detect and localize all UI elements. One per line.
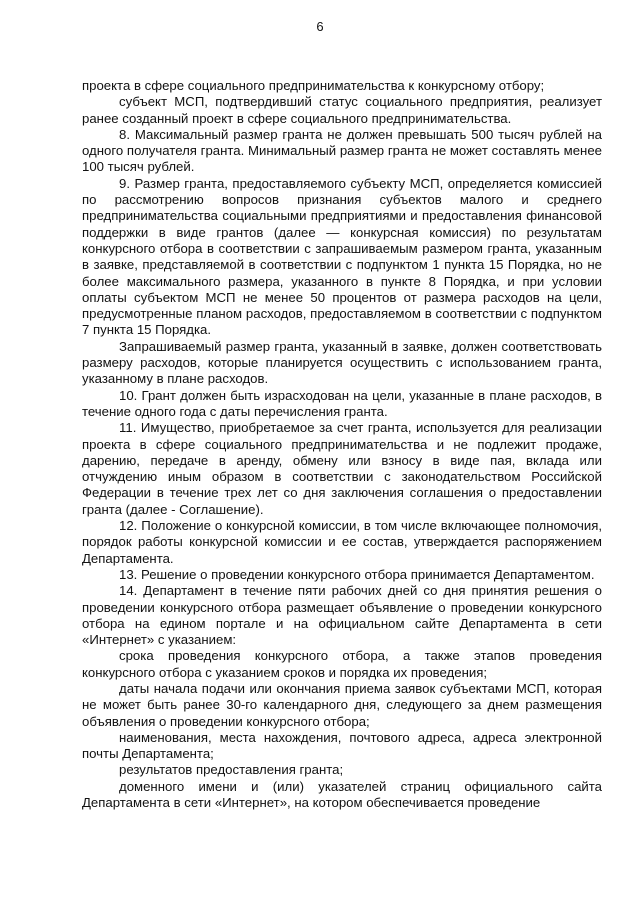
paragraph: 14. Департамент в течение пяти рабочих дней со дня принятия решения о проведении конкурсного отбора размещает объявление о проведении конкурсного отбора на едином портале и на официальном сайте Департамента в сети «Интернет» с указанием: — [82, 583, 602, 648]
document-body — [82, 78, 602, 811]
paragraph: субъект МСП, подтвердивший статус социального предприятия, реализует ранее созданный проект в сфере социального предпринимательства. — [82, 94, 602, 126]
paragraph: 12. Положение о конкурсной комиссии, в том числе включающее полномочия, порядок работы конкурсной комиссии и ее состав, утверждается распоряжением Департамента. — [82, 518, 602, 566]
paragraph: 13. Решение о проведении конкурсного отбора принимается Департаментом. — [119, 566, 595, 582]
page-number: 6 — [316, 19, 324, 34]
paragraph: срока проведения конкурсного отбора, а также этапов проведения конкурсного отбора с указанием сроков и порядка их проведения; — [82, 648, 602, 680]
paragraph: Запрашиваемый размер гранта, указанный в заявке, должен соответствовать размеру расходов, которые планируется осуществить с использованием гранта, указанному в плане расходов. — [82, 338, 602, 387]
paragraph: доменного имени и (или) указателей страниц официального сайта Департамента в сети «Интернет», на котором обеспечивается проведение — [82, 778, 602, 811]
paragraph: 8. Максимальный размер гранта не должен превышать 500 тысяч рублей на одного получателя гранта. Минимальный размер гранта не может составлять менее 100 тысяч рублей. — [82, 126, 602, 175]
paragraph: результатов предоставления гранта; — [119, 762, 344, 778]
paragraph: даты начала подачи или окончания приема заявок субъектами МСП, которая не может быть ранее 30-го календарного дня, следующего за днем размещения объявления о проведении конкурсного отбора; — [82, 680, 602, 729]
paragraph: 10. Грант должен быть израсходован на цели, указанные в плане расходов, в течение одного года с даты перечисления гранта. — [82, 387, 602, 419]
paragraph: 9. Размер гранта, предоставляемого субъекту МСП, определяется комиссией по рассмотрению вопросов признания субъектов малого и среднего предпринимательства социальными предприятиями и предоставления финансовой поддержки в виде грантов (далее — конкурсная комиссия) по результатам конкурсного отбора в соответствии с запрашиваемым размером гранта, указанным в заявке, представляемой в соответствии с подпунктом 1 пункта 15 Порядка, но не более максимального размера, указанного в пункте 8 Порядка, и при условии оплаты субъектом МСП не менее 50 процентов от размера расходов на цели, предусмотренные планом расходов, предоставляемом в соответствии с подпунктом 7 пункта 15 Порядка. — [82, 175, 602, 338]
paragraph: проекта в сфере социального предпринимательства к конкурсному отбору; — [82, 78, 545, 93]
paragraph: наименования, места нахождения, почтового адреса, адреса электронной почты Департамента; — [82, 729, 602, 762]
paragraph: 11. Имущество, приобретаемое за счет гранта, используется для реализации проекта в сфере социального предпринимательства и не подлежит продаже, дарению, передаче в аренду, обмену или взносу в виде пая, вклада или отчуждению иным образом в соответствии с законодательством Российской Федерации в течение трех лет со дня заключения соглашения о предоставлении гранта (далее - Соглашение). — [82, 420, 602, 517]
